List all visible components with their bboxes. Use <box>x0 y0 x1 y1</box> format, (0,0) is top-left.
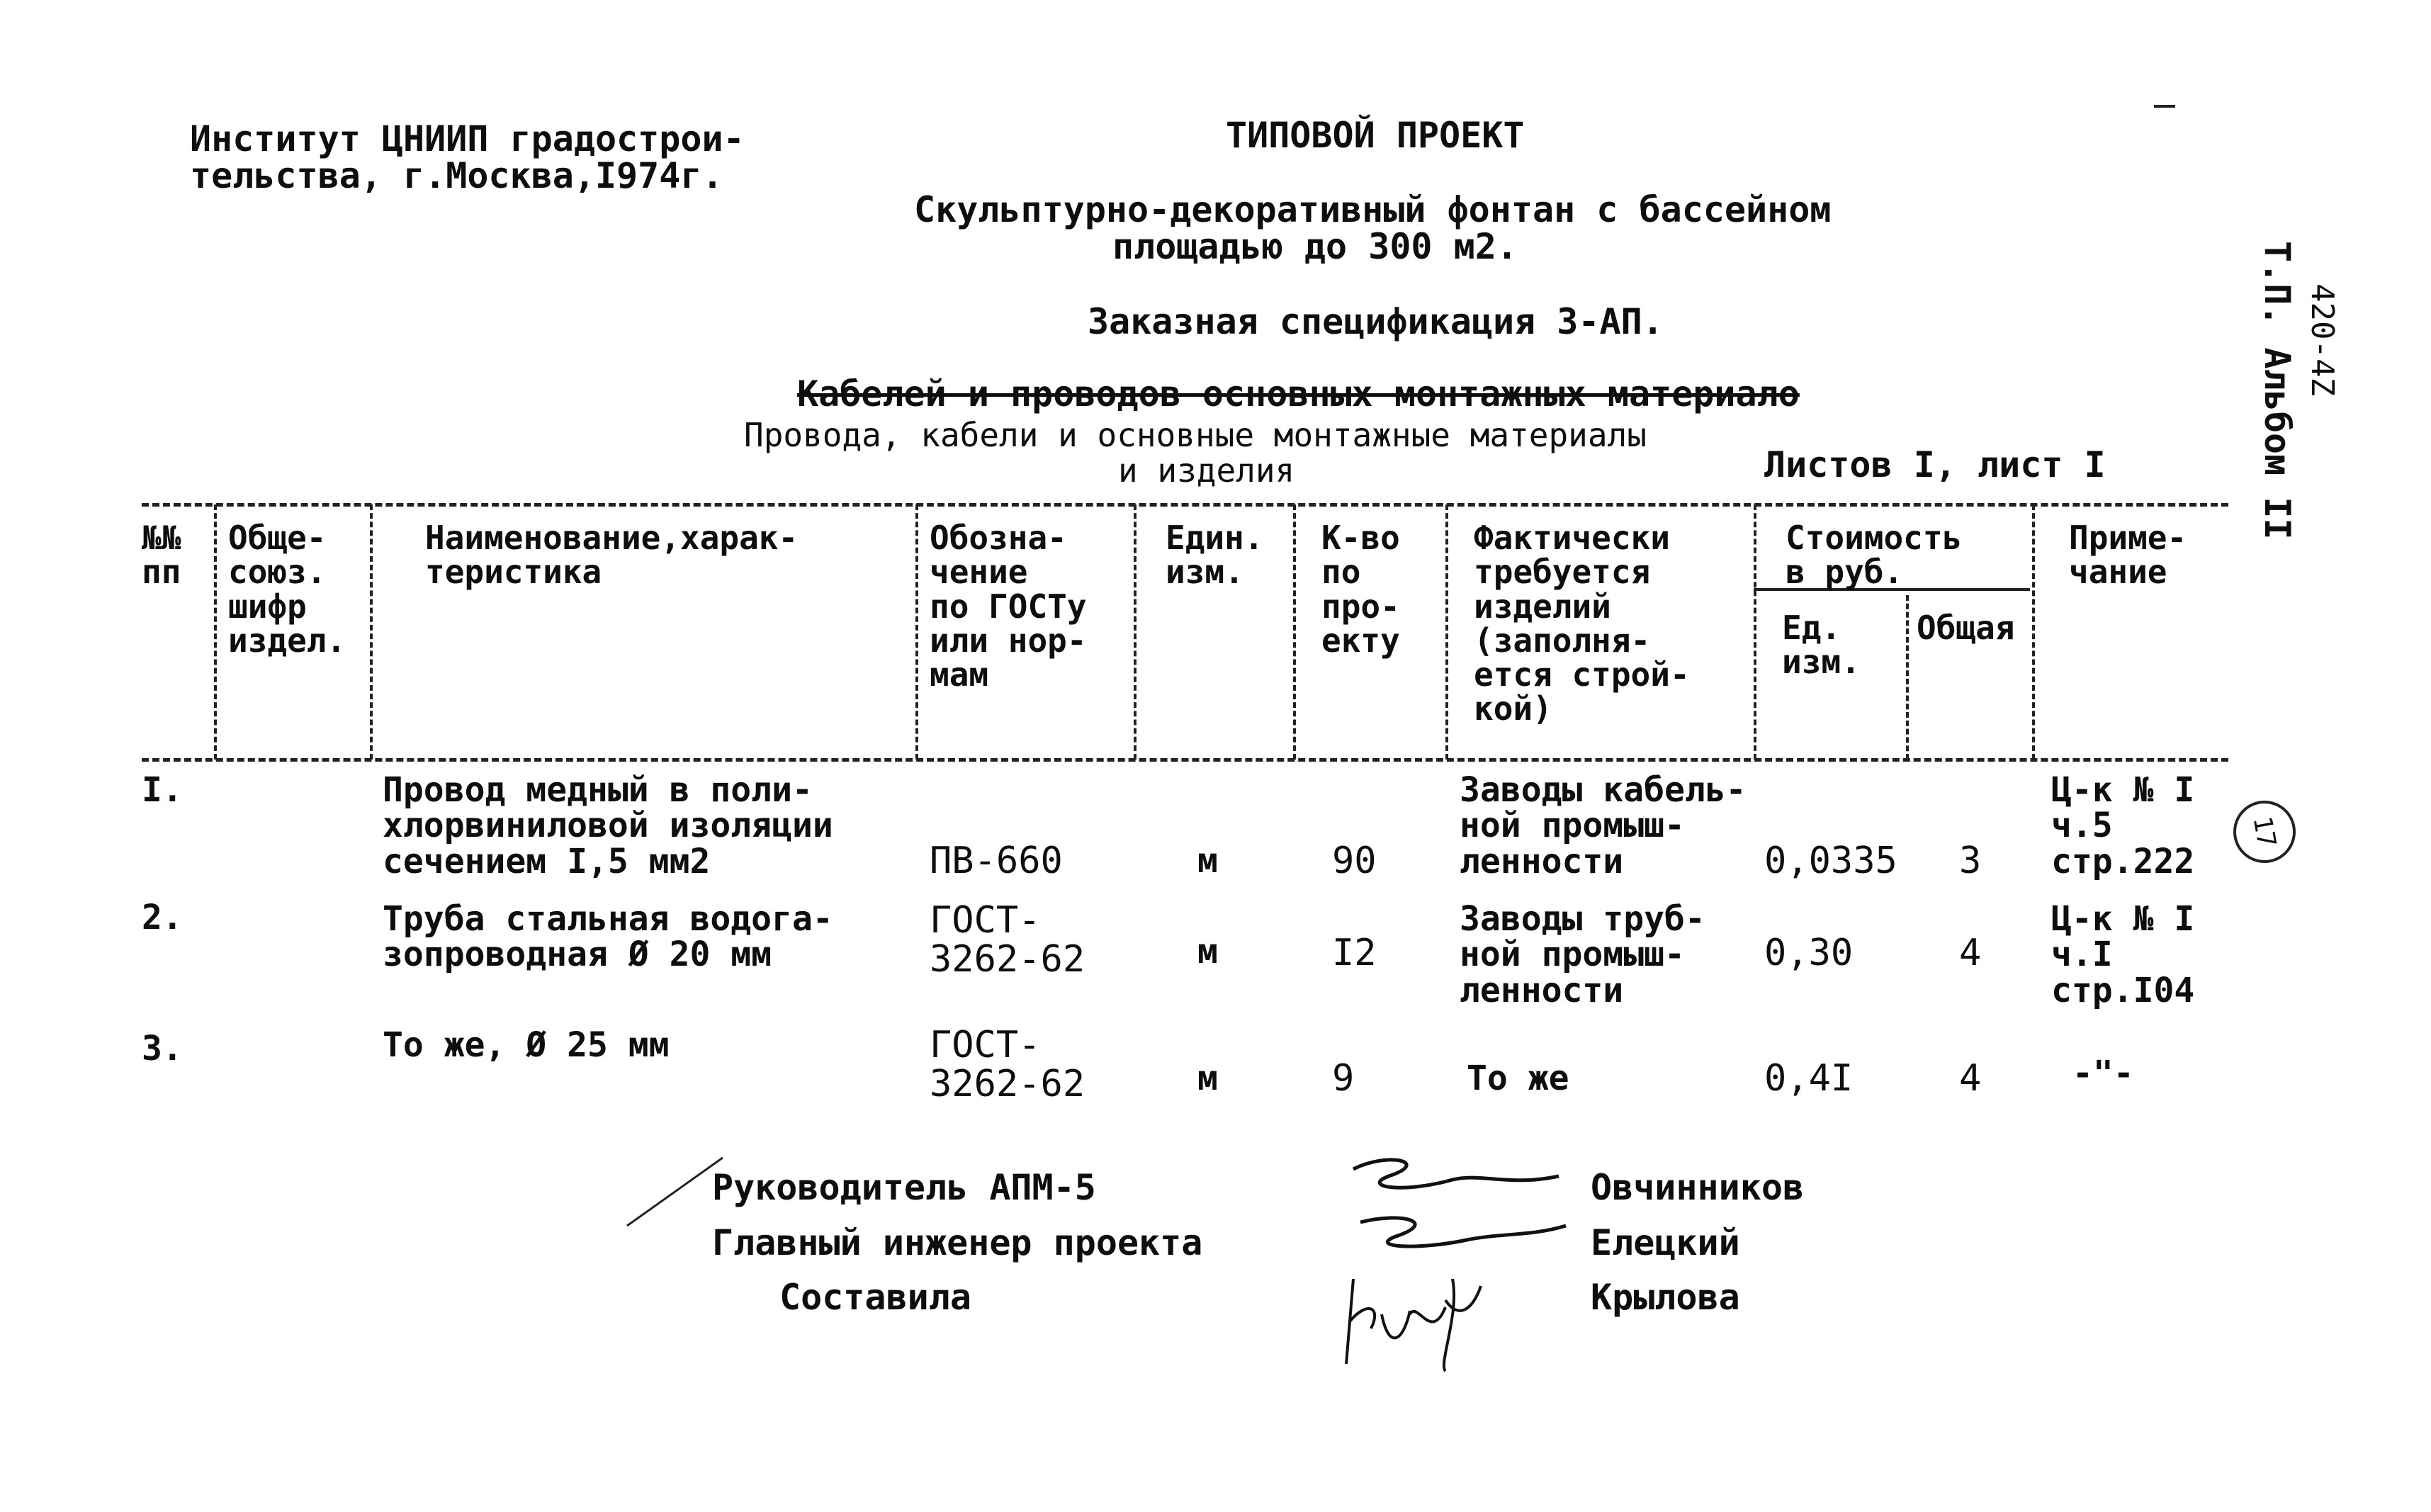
row-3-actual: То же <box>1467 1059 1569 1098</box>
header-code: Обще- союз. шифр издел. <box>228 519 346 660</box>
header-qty: К-во по про- екту <box>1321 519 1400 660</box>
stamp-circle <box>2228 796 2301 868</box>
row-1-actual: Заводы кабель- ной промыш- ленности <box>1460 770 1747 881</box>
row-3-note: -"- <box>2072 1054 2134 1093</box>
name-3: Крылова <box>1591 1277 1740 1318</box>
signature-ovchinnikov-icon <box>1346 1155 1573 1204</box>
row-1-gost: ПВ-660 <box>930 840 1063 882</box>
row-1-qty: 90 <box>1332 840 1377 882</box>
row-2-gost: ГОСТ- 3262-62 <box>930 899 1085 981</box>
doc-type: ТИПОВОЙ ПРОЕКТ <box>1226 115 1525 156</box>
header-cost: Стоимость в руб. <box>1786 519 1963 592</box>
row-1-name: Провод медный в поли- хлорвиниловой изоляции сечением I,5 мм2 <box>383 770 833 881</box>
institute-line-1: Институт ЦНИИП градострои- <box>190 118 745 159</box>
row-1-note: Ц-к № I ч.5 стр.222 <box>2051 770 2195 881</box>
role-2: Главный инженер проекта <box>712 1222 1203 1263</box>
row-2-total: 4 <box>1959 932 1982 974</box>
role-3: Составила <box>779 1277 971 1318</box>
row-1-price: 0,0335 <box>1764 840 1897 882</box>
table-top-rule <box>142 503 2228 507</box>
row-2-actual: Заводы труб- ной промыш- ленности <box>1460 899 1705 1010</box>
row-2-note: Ц-к № I ч.I стр.I04 <box>2051 899 2195 1010</box>
header-num: №№ пп <box>142 519 181 592</box>
subtitle-line-1: Провода, кабели и основные монтажные материалы <box>744 416 1647 454</box>
name-2: Елецкий <box>1591 1222 1740 1263</box>
signature-krylova-icon <box>1339 1258 1523 1378</box>
row-1-unit: м <box>1197 841 1218 881</box>
header-cost-unit: Ед. изм. <box>1782 609 1861 682</box>
col-divider-9 <box>2032 504 2035 760</box>
album-label: Т.П. Альбом II <box>2257 241 2298 540</box>
header-name: Наименование,харак- теристика <box>425 519 799 592</box>
col-divider-1 <box>214 504 217 760</box>
corner-mark <box>2154 105 2175 108</box>
row-3-num: 3. <box>142 1029 183 1068</box>
col-divider-5 <box>1293 504 1296 760</box>
row-2-name: Труба стальная водога- зопроводная Ø 20 мм <box>383 899 833 975</box>
col-divider-2 <box>370 504 373 760</box>
row-3-unit: м <box>1197 1059 1218 1098</box>
subtitle-line-2: и изделия <box>1118 451 1295 490</box>
row-3-gost: ГОСТ- 3262-62 <box>930 1024 1085 1105</box>
row-3-total: 4 <box>1959 1057 1982 1100</box>
signature-eletsky-icon <box>1346 1212 1573 1261</box>
col-divider-4 <box>1134 504 1136 760</box>
row-1-total: 3 <box>1959 840 1982 882</box>
stamp-number: 17 <box>2247 814 2281 850</box>
row-3-price: 0,4I <box>1764 1057 1854 1100</box>
header-note: Приме- чание <box>2069 519 2187 592</box>
row-2-price: 0,30 <box>1764 932 1854 974</box>
table-header-rule <box>142 758 2228 762</box>
row-3-name: То же, Ø 25 мм <box>383 1025 670 1065</box>
header-gost: Обозна- чение по ГОСТу или нор- мам <box>930 519 1087 694</box>
row-2-qty: I2 <box>1332 932 1377 974</box>
name-1: Овчинников <box>1591 1167 1805 1208</box>
role-1: Руководитель АПМ-5 <box>712 1167 1096 1208</box>
header-actual: Фактически требуется изделий (заполня- ется строй- кой) <box>1474 519 1690 728</box>
project-title-line-2: площадью до 300 м2. <box>1112 226 1518 267</box>
header-cost-total: Общая <box>1917 609 2015 647</box>
col-divider-3 <box>915 504 918 760</box>
col-divider-7 <box>1754 504 1756 760</box>
row-1-num: I. <box>142 770 183 810</box>
project-title-line-1: Скульптурно-декоративный фонтан с бассейном <box>914 189 1832 230</box>
row-2-num: 2. <box>142 898 183 937</box>
row-2-unit: м <box>1197 932 1218 971</box>
sheets-info: Листов I, лист I <box>1764 444 2106 485</box>
institute-line-2: тельства, г.Москва,I974г. <box>190 155 723 196</box>
col-divider-8 <box>1906 595 1909 760</box>
subtitle-struck: Кабелей и проводов основных монтажных материало <box>797 373 1800 414</box>
col-divider-6 <box>1445 504 1448 760</box>
spec-title: Заказная спецификация 3-АП. <box>1088 301 1664 342</box>
header-unit: Един. изм. <box>1166 519 1264 592</box>
code-label: 420-4Z <box>2304 283 2340 396</box>
row-3-qty: 9 <box>1332 1057 1355 1100</box>
